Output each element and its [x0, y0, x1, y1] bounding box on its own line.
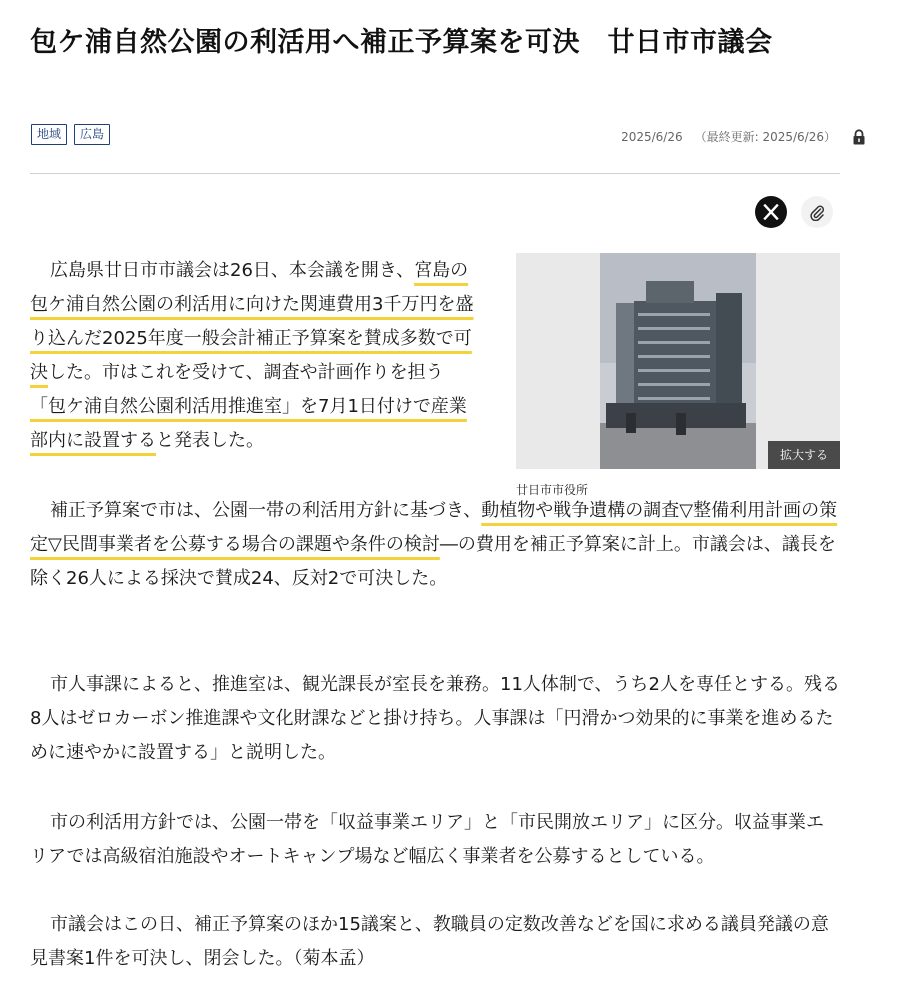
- paragraph-2: [30, 494, 840, 596]
- city-hall-photo[interactable]: [516, 253, 840, 469]
- zoom-button[interactable]: 拡大する: [768, 441, 840, 469]
- header-divider: [30, 173, 840, 174]
- p4-text: 市の利活用方針では、公園一帯を「収益事業エリア」と「市民開放エリア」に区分。収益事業エリアでは高級宿泊施設やオートキャンプ場など幅広く事業者を公募するとしている。: [30, 812, 824, 867]
- copy-link-button[interactable]: [801, 196, 833, 228]
- photo-caption: 廿日市市役所: [516, 483, 589, 497]
- article-meta: [621, 128, 866, 145]
- p2-text-2: ―の費用を補正予算案に計上。市議会は、議長を除く26人による採決で賛成24、反対2で可決した。: [30, 534, 836, 589]
- tag-hiroshima[interactable]: 広島: [74, 124, 110, 145]
- paperclip-icon: [808, 203, 826, 221]
- tag-region[interactable]: 地域: [31, 124, 67, 145]
- article-title: 包ケ浦自然公園の利活用へ補正予算案を可決 廿日市市議会: [30, 27, 773, 58]
- p3-text: 市人事課によると、推進室は、観光課長が室長を兼務。11人体制で、うち2人を専任とする。残る8人はゼロカーボン推進課や文化財課などと掛け持ち。人事課は「円滑かつ効果的に事業を進めるために速やかに設置する」と説明した。: [30, 674, 840, 763]
- p1-highlight-1: 宮島の包ケ浦自然公園の利活用に向けた関連費用3千万円を盛り込んだ2025年度一般会計補正予算案を賛成多数で可決: [30, 260, 474, 383]
- p2-highlight-1: 動植物や戦争遺構の調査▽整備利用計画の策定▽民間事業者を公募する場合の課題や条件の検討: [30, 500, 838, 555]
- p2-text-1: 補正予算案で市は、公園一帯の利活用方針に基づき、: [50, 500, 482, 521]
- lock-icon: [852, 129, 866, 145]
- p1-text-2: した。市はこれを受けて、調査や計画作りを担う: [48, 362, 444, 383]
- p1-highlight-2: 「包ケ浦自然公園利活用推進室」を7月1日付けで産業部内に設置する: [30, 396, 467, 451]
- paragraph-5: [30, 908, 840, 976]
- updated-date: （最終更新: 2025/6/26）: [694, 130, 836, 144]
- share-x-button[interactable]: [755, 196, 787, 228]
- p5-text: 市議会はこの日、補正予算案のほか15議案と、教職員の定数改善などを国に求める議員発議の意見書案1件を可決し、閉会した。（菊本孟）: [30, 914, 829, 969]
- publish-date: 2025/6/26: [621, 129, 683, 144]
- paragraph-3: [30, 668, 840, 770]
- x-logo-icon: [763, 204, 779, 220]
- city-hall-image: [516, 253, 840, 469]
- paragraph-1: [30, 254, 475, 458]
- paragraph-4: [30, 806, 840, 874]
- p1-text-3: と発表した。: [156, 430, 264, 451]
- tag-list: [31, 124, 110, 145]
- p1-text-1: 広島県廿日市市議会は26日、本会議を開き、: [50, 260, 415, 281]
